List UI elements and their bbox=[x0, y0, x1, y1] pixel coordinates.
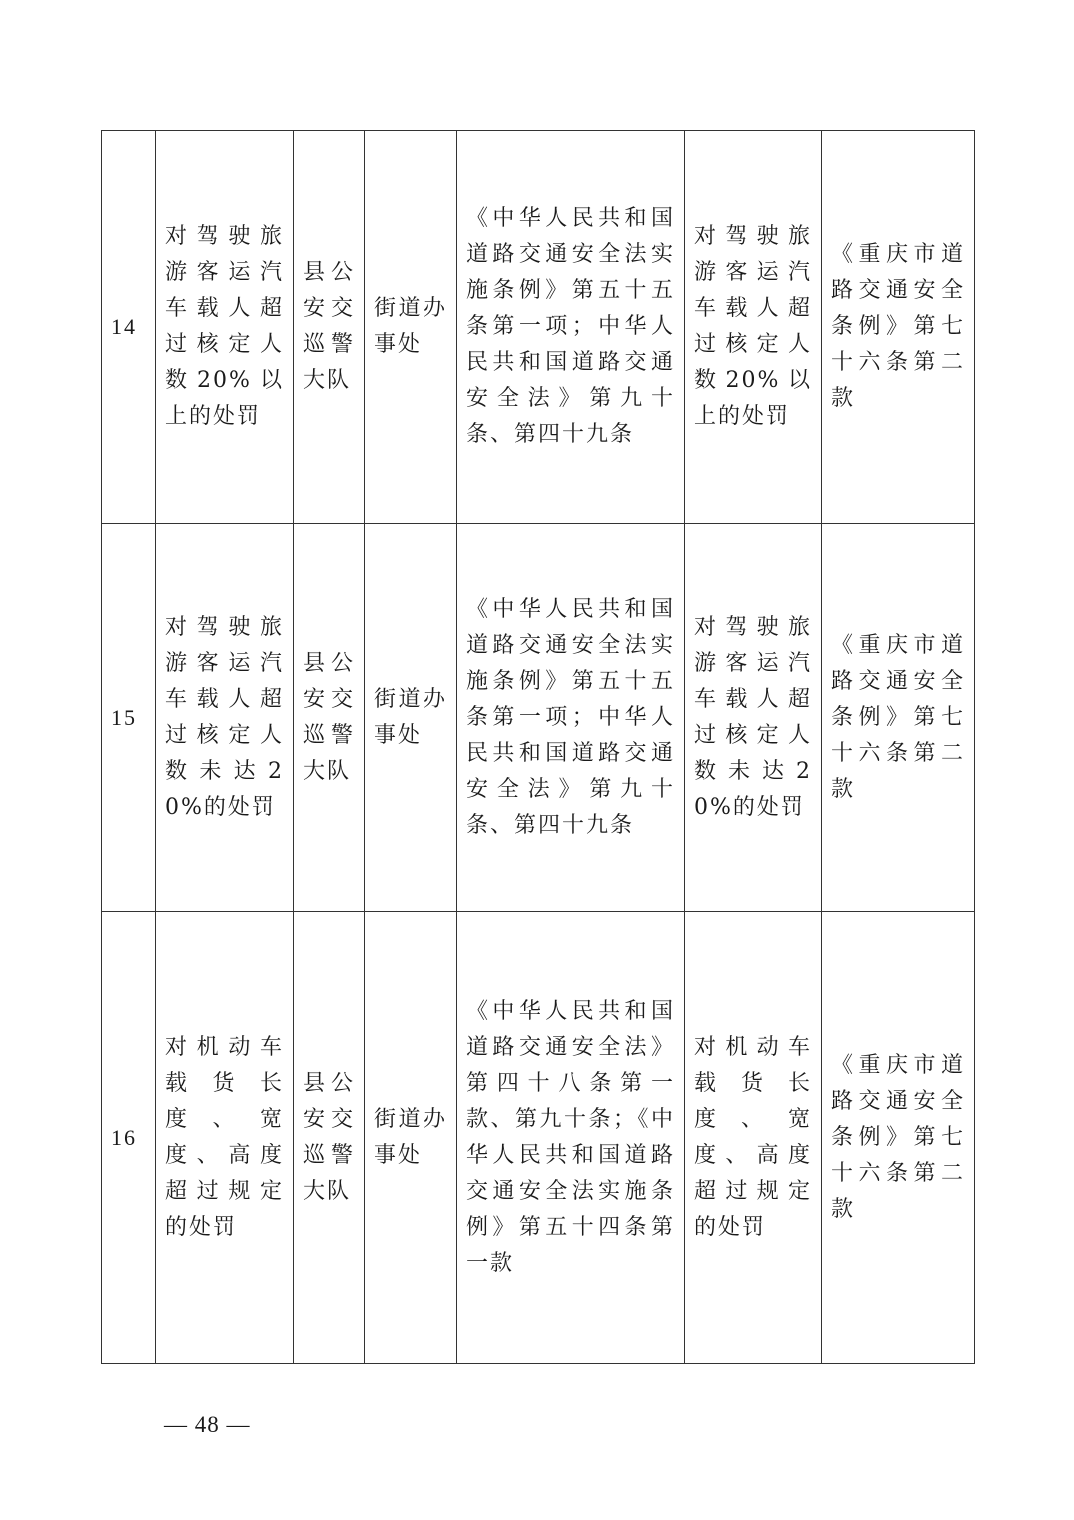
penalty-item-repeat: 对驾驶旅游客运汽车载人超过核定人数20%以上的处罚 bbox=[685, 131, 822, 524]
row-number: 15 bbox=[102, 524, 156, 912]
local-regulation: 《重庆市道路交通安全条例》第七十六条第二款 bbox=[822, 912, 975, 1364]
local-regulation: 《重庆市道路交通安全条例》第七十六条第二款 bbox=[822, 524, 975, 912]
penalty-item-repeat: 对机动车载货长度、宽度、高度超过规定的处罚 bbox=[685, 912, 822, 1364]
enforcement-agency: 县公安交巡警大队 bbox=[294, 131, 365, 524]
legal-basis: 《中华人民共和国道路交通安全法》第四十八条第一款、第九十条；《中华人民共和国道路交通安全法实施条例》第五十四条第一款 bbox=[457, 912, 685, 1364]
delegated-department: 街道办事处 bbox=[365, 912, 457, 1364]
penalty-item: 对驾驶旅游客运汽车载人超过核定人数20%以上的处罚 bbox=[156, 131, 294, 524]
legal-basis: 《中华人民共和国道路交通安全法实施条例》第五十五条第一项；中华人民共和国道路交通安全法》第九十条、第四十九条 bbox=[457, 524, 685, 912]
penalty-item-repeat: 对驾驶旅游客运汽车载人超过核定人数未达20%的处罚 bbox=[685, 524, 822, 912]
table-row bbox=[102, 912, 975, 1364]
penalty-item: 对驾驶旅游客运汽车载人超过核定人数未达20%的处罚 bbox=[156, 524, 294, 912]
table-row bbox=[102, 524, 975, 912]
legal-basis: 《中华人民共和国道路交通安全法实施条例》第五十五条第一项；中华人民共和国道路交通安全法》第九十条、第四十九条 bbox=[457, 131, 685, 524]
enforcement-agency: 县公安交巡警大队 bbox=[294, 524, 365, 912]
row-number: 16 bbox=[102, 912, 156, 1364]
local-regulation: 《重庆市道路交通安全条例》第七十六条第二款 bbox=[822, 131, 975, 524]
delegated-department: 街道办事处 bbox=[365, 131, 457, 524]
page-number: — 48 — bbox=[164, 1412, 251, 1437]
table-row bbox=[102, 131, 975, 524]
penalty-item: 对机动车载货长度、宽度、高度超过规定的处罚 bbox=[156, 912, 294, 1364]
delegated-department: 街道办事处 bbox=[365, 524, 457, 912]
penalty-table bbox=[101, 130, 975, 1364]
enforcement-agency: 县公安交巡警大队 bbox=[294, 912, 365, 1364]
row-number: 14 bbox=[102, 131, 156, 524]
